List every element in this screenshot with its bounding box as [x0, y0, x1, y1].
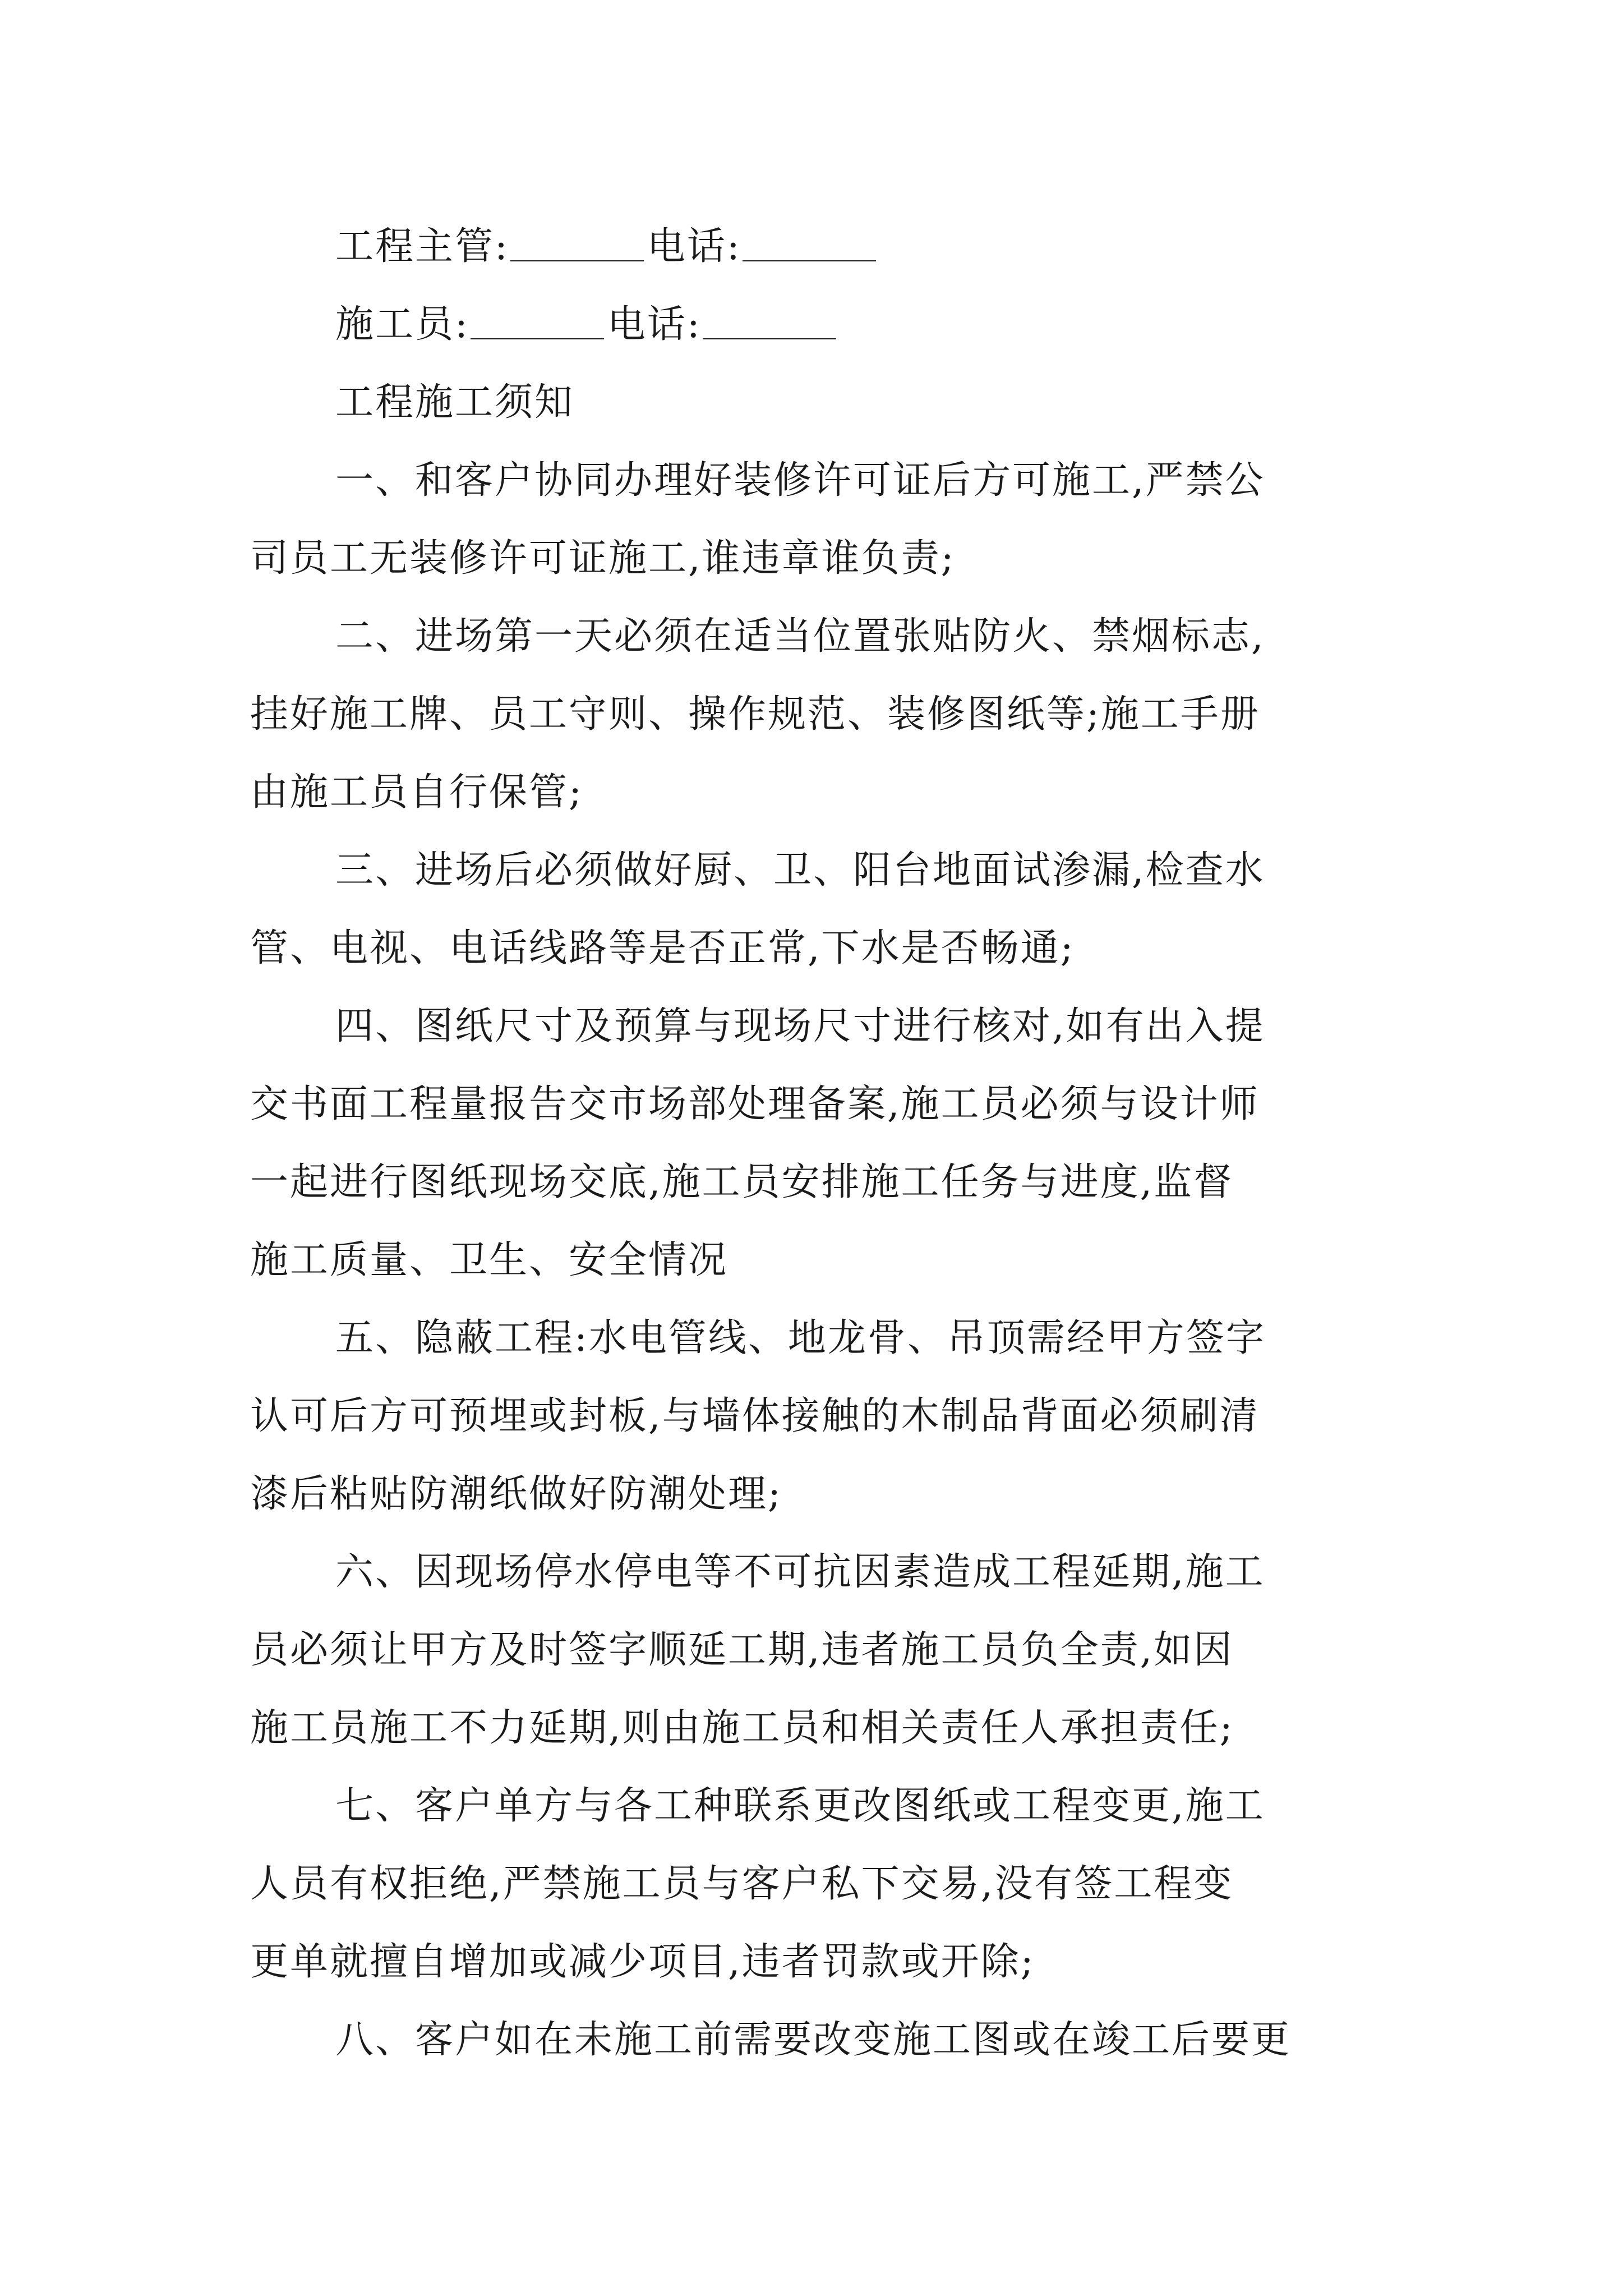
paragraph-line: 三、进场后必须做好厨、卫、阳台地面试渗漏,检查水 — [335, 848, 1265, 892]
paragraph-line: 六、因现场停水停电等不可抗因素造成工程延期,施工 — [335, 1550, 1265, 1594]
paragraph-line: 漆后粘贴防潮纸做好防潮处理; — [250, 1472, 782, 1516]
paragraph-line: 司员工无装修许可证施工,谁违章谁负责; — [250, 536, 956, 581]
worker-name-blank — [471, 338, 604, 339]
paragraph-line: 一起进行图纸现场交底,施工员安排施工任务与进度,监督 — [250, 1160, 1234, 1204]
paragraph-line: 五、隐蔽工程:水电管线、地龙骨、吊顶需经甲方签字 — [335, 1316, 1266, 1360]
worker-phone-label: 电话: — [607, 302, 702, 347]
paragraph-line: 人员有权拒绝,严禁施工员与客户私下交易,没有签工程变 — [250, 1862, 1234, 1906]
paragraph-line: 交书面工程量报告交市场部处理备案,施工员必须与设计师 — [250, 1082, 1260, 1126]
supervisor-phone-blank — [743, 260, 876, 261]
paragraph-line: 员必须让甲方及时签字顺延工期,违者施工员负全责,如因 — [250, 1628, 1234, 1672]
paragraph-line: 施工质量、卫生、安全情况 — [250, 1238, 728, 1282]
paragraph-4 — [250, 987, 1394, 1299]
paragraph-line: 施工员施工不力延期,则由施工员和相关责任人承担责任; — [250, 1706, 1234, 1750]
paragraph-5 — [250, 1299, 1394, 1533]
paragraph-line: 一、和客户协同办理好装修许可证后方可施工,严禁公 — [335, 458, 1265, 503]
worker-phone-blank — [703, 338, 836, 339]
paragraph-6 — [250, 1533, 1394, 1767]
paragraph-2 — [250, 597, 1394, 831]
supervisor-phone-label: 电话: — [647, 224, 741, 269]
paragraph-line: 四、图纸尺寸及预算与现场尺寸进行核对,如有出入提 — [335, 1004, 1265, 1048]
paragraph-line: 管、电视、电话线路等是否正常,下水是否畅通; — [250, 926, 1075, 970]
paragraph-line: 更单就擅自增加或减少项目,违者罚款或开除; — [250, 1940, 1035, 1984]
paragraph-line: 由施工员自行保管; — [250, 770, 583, 815]
document-body — [250, 208, 1394, 2079]
paragraph-8 — [250, 2001, 1394, 2079]
paragraph-line: 认可后方可预埋或封板,与墙体接触的木制品背面必须刷清 — [250, 1394, 1260, 1438]
paragraph-1 — [250, 441, 1394, 597]
paragraph-line: 挂好施工牌、员工守则、操作规范、装修图纸等;施工手册 — [250, 692, 1260, 737]
section-heading: 工程施工须知 — [335, 380, 575, 425]
paragraph-line: 八、客户如在未施工前需要改变施工图或在竣工后要更 — [335, 2018, 1292, 2062]
supervisor-label: 工程主管: — [335, 224, 509, 269]
supervisor-name-blank — [510, 260, 644, 261]
paragraph-line: 二、进场第一天必须在适当位置张贴防火、禁烟标志, — [335, 614, 1265, 659]
worker-label: 施工员: — [335, 302, 469, 347]
paragraph-line: 七、客户单方与各工种联系更改图纸或工程变更,施工 — [335, 1784, 1265, 1828]
worker-contact-line — [250, 286, 1394, 364]
paragraph-3 — [250, 831, 1394, 987]
supervisor-contact-line — [250, 208, 1394, 286]
paragraph-7 — [250, 1767, 1394, 2001]
